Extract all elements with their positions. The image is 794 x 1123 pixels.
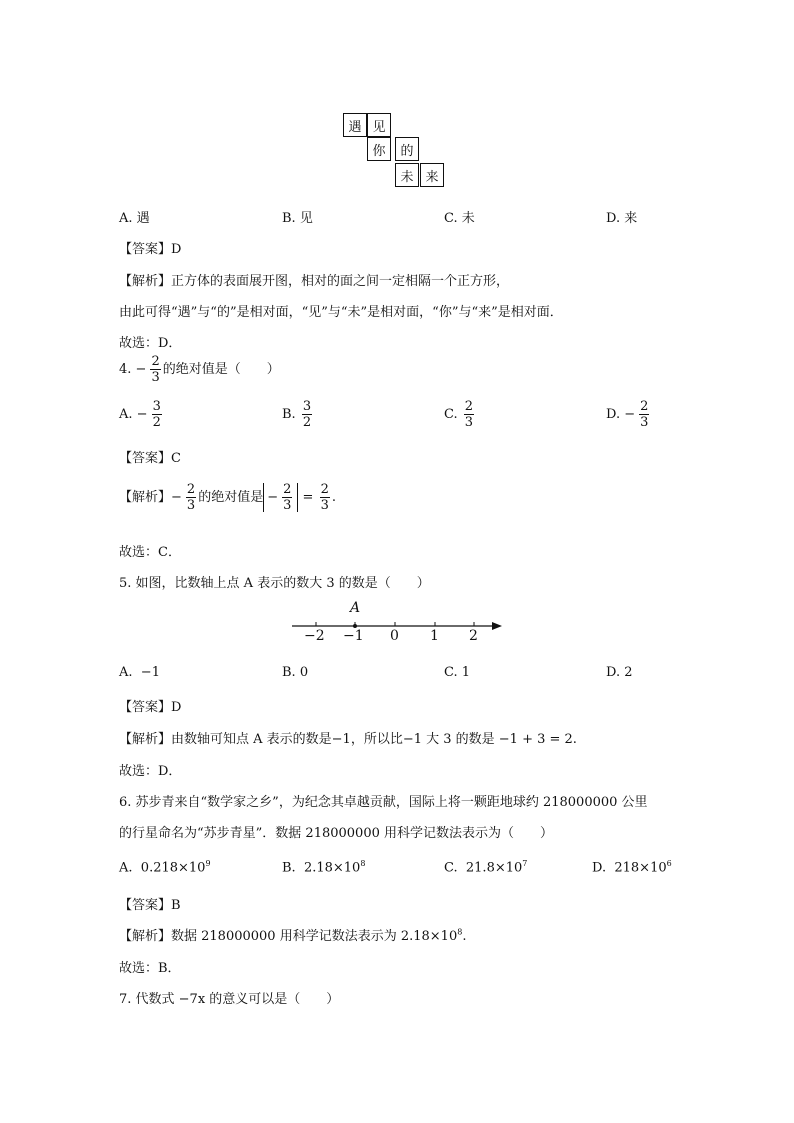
tick-label: −1 (343, 628, 364, 644)
q6-answer: 【答案】B (119, 898, 181, 913)
net-cell-1: 遇 (343, 113, 367, 137)
q5-option-a: A. −1 (119, 665, 160, 680)
q4-stem: 4. − $\frac{2}{3}$ 的绝对值是（ ） (119, 354, 280, 385)
q3-choose: 故选：D． (119, 336, 182, 351)
q6-option-a: A. $0.218\times 10^9$ (119, 859, 211, 876)
q5-option-c: C. 1 (444, 665, 471, 680)
q7-stem: 7. 代数式 −7x 的意义可以是（ ） (119, 992, 340, 1007)
q4-option-a: A. − $\frac{3}{2}$ (119, 399, 161, 430)
q4-option-b: B. $\frac{3}{2}$ (282, 399, 312, 430)
q3-option-b: B. 见 (282, 211, 313, 226)
number-line-figure (290, 600, 510, 650)
q4-option-c: C. $\frac{2}{3}$ (444, 399, 474, 430)
q6-analysis: 【解析】数据 218000000 用科学记数法表示为 $2.18\times 10^8$. (119, 927, 467, 944)
q6-stem-2: 的行星命名为“苏步青星”．数据 218000000 用科学记数法表示为（ ） (119, 826, 553, 841)
net-cell-5: 未 (395, 163, 419, 187)
q3-analysis-1: 【解析】正方体的表面展开图，相对的面之间一定相隔一个正方形， (119, 274, 510, 289)
q5-answer: 【答案】D (119, 700, 182, 715)
q6-stem-1: 6. 苏步青来自“数学家之乡”，为纪念其卓越贡献，国际上将一颗距地球约 218000000 公里 (119, 795, 648, 810)
q6-option-b: B. $2.18\times 10^8$ (282, 859, 366, 876)
q5-option-d: D. 2 (606, 665, 633, 680)
q4-option-d: D. − $\frac{2}{3}$ (606, 399, 649, 430)
q6-option-d: D. $218\times 10^6$ (592, 859, 672, 876)
net-cell-3: 你 (367, 137, 391, 161)
q5-choose: 故选：D． (119, 764, 182, 779)
q3-option-a: A. 遇 (119, 211, 150, 226)
axis-arrow-icon (492, 622, 502, 630)
q5-option-b: B. 0 (282, 665, 309, 680)
q3-option-c: C. 未 (444, 211, 475, 226)
net-cell-2: 见 (367, 113, 391, 137)
q3-option-d: D. 来 (606, 211, 638, 226)
q5-stem: 5. 如图，比数轴上点 A 表示的数大 3 的数是（ ） (119, 576, 430, 591)
tick-label: 1 (430, 628, 439, 644)
tick-label: 0 (390, 628, 399, 644)
q6-choose: 故选：B． (119, 961, 181, 976)
tick-label: 2 (469, 628, 478, 644)
q4-analysis: 【解析】− $\frac{2}{3}$ 的绝对值是 − $\frac{2}{3}$ = $\frac{2}{3}$ . (119, 482, 337, 513)
q3-analysis-2: 由此可得“遇”与“的”是相对面，“见”与“未”是相对面，“你”与“来”是相对面． (119, 305, 563, 320)
q3-answer: 【答案】D (119, 242, 182, 257)
q4-answer: 【答案】C (119, 451, 181, 466)
q5-analysis: 【解析】由数轴可知点 A 表示的数是−1，所以比−1 大 3 的数是 −1 + 3 = 2. (119, 732, 577, 747)
tick-label: −2 (304, 628, 325, 644)
point-a-label: A (350, 600, 361, 616)
net-cell-6: 来 (420, 163, 444, 187)
q4-choose: 故选：C． (119, 545, 181, 560)
net-cell-4: 的 (395, 137, 419, 161)
q6-option-c: C. $21.8\times 10^7$ (444, 859, 528, 876)
